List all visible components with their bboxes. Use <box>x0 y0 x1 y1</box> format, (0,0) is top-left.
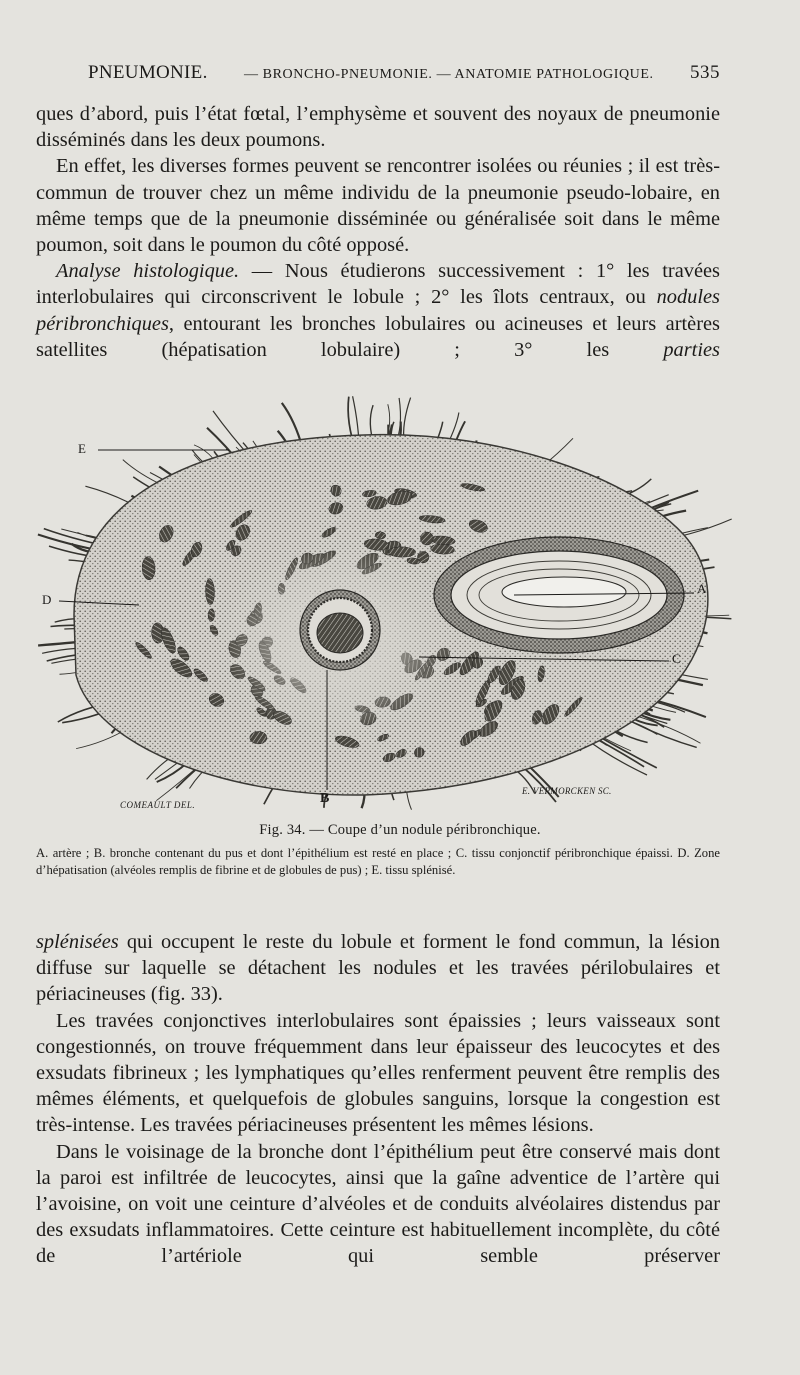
figure-label-A: A <box>697 581 707 596</box>
figure-caption-legend: A. artère ; B. bronche contenant du pus et dont l’épithélium est resté en place ; C. tissu conjonctif péribronchique épaissi. D. Zone d’hépatisation (alvéoles remplis de fibrine et de globules de pus) ; E. tissu splénisé. <box>36 846 720 877</box>
header-running-title: — BRONCHO-PNEUMONIE. — ANATOMIE PATHOLOGIQUE. <box>243 67 654 82</box>
paragraph: Dans le voisinage de la bronche dont l’épithélium peut être conservé mais dont la paroi est infiltrée de leucocytes, ainsi que la gaîne adventice de l’artère qui l’avoisine, on voit une ceinture d’alvéoles et de conduits alvéolaires distendus par des exsudats inflammatoires. Cette ceinture est habituellement incomplète, du côté de l’artériole qui semble préserver <box>36 1140 720 1268</box>
figure-label-D: D <box>42 592 52 607</box>
text-run: qui occupent le reste du lobule et forment le fond commun, la lésion diffuse sur laquelle se détachent les nodules et les travées périlobulaires et périacineuses (fig. 33). <box>36 931 720 1006</box>
italic-term: nodules péribronchiques <box>36 286 720 335</box>
figure-34-illustration <box>34 385 734 815</box>
page-number: 535 <box>689 62 720 83</box>
bronchus-B <box>300 590 380 670</box>
figure-label-C: C <box>672 651 681 666</box>
hepatised-alveolus <box>208 609 215 622</box>
header-title: PNEUMONIE. <box>88 62 208 83</box>
engraver-signature-left: COMEAULT DEL. <box>120 800 196 810</box>
figure-label-E: E <box>78 441 86 456</box>
running-header <box>88 62 720 90</box>
italic-term: parties <box>663 338 720 361</box>
paragraph: Les travées conjonctives interlobulaires sont épaissies ; leurs vaisseaux sont congestionnés, on trouve fréquemment dans leur épaisseur des leucocytes et des exsudats fibrineux ; les lymphatiques qu’elles renferment peuvent être remplis des mêmes éléments, et quelquefois de globules sanguins, lorsque la congestion est très-intense. Les travées périacineuses présentent les mêmes lésions. <box>36 1009 720 1137</box>
text-run: , entourant les bronches lobulaires ou acineuses et leurs artères satellites (hépatisation lobulaire) ; 3° les <box>36 312 720 361</box>
fiber-stroke <box>522 766 556 802</box>
paragraph: ques d’abord, puis l’état fœtal, l’emphysème et souvent des noyaux de pneumonie disséminés dans les deux poumons. <box>36 103 720 152</box>
paragraph-histology <box>36 258 720 363</box>
top-text-block <box>36 101 720 363</box>
engraver-signature-right: E. VERMORCKEN SC. <box>522 786 612 796</box>
hepatised-alveolus <box>250 731 267 743</box>
text-run: — Nous étudierons successivement : 1° les travées interlobulaires qui circonscrivent le lobule ; 2° les îlots centraux, ou <box>36 260 720 309</box>
figure-caption-title: Fig. 34. — Coupe d’un nodule péribronchique. <box>259 822 541 838</box>
bottom-text-block <box>36 929 720 1270</box>
paragraph: En effet, les diverses formes peuvent se rencontrer isolées ou réunies ; il est très-commun de trouver chez un même individu de la pneumonie pseudo-lobaire, en même temps que de la pneumonie disséminée ou généralisée soit dans le même poumon, soit dans le poumon du côté opposé. <box>36 155 720 257</box>
paragraph-splenised <box>36 929 720 1008</box>
histology-engraving <box>34 385 734 815</box>
figure-label-B: B <box>320 791 330 806</box>
italic-term: splénisées <box>36 931 119 953</box>
section-heading-italic: Analyse histologique. <box>56 260 240 283</box>
